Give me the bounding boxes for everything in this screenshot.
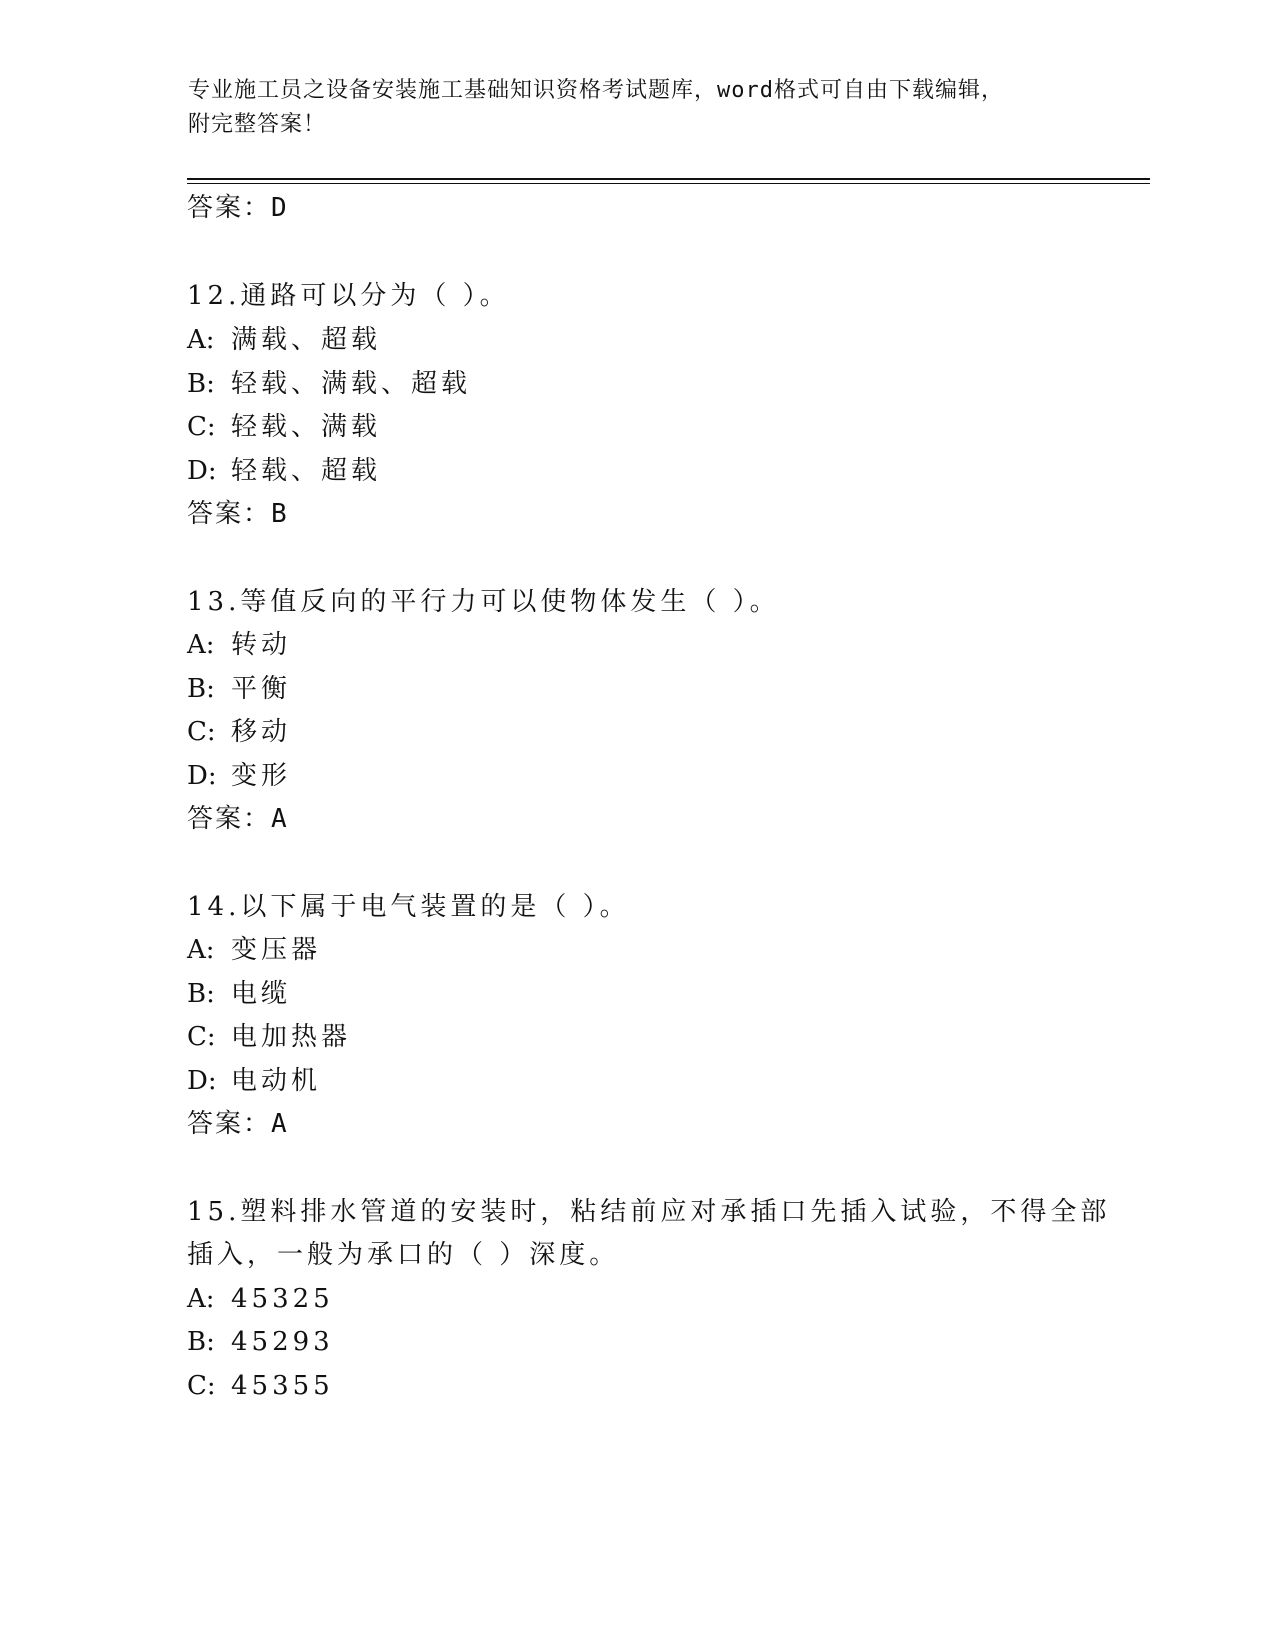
- question-14: 14.以下属于电气装置的是（ ）。: [187, 892, 630, 922]
- option-12-c: [187, 407, 381, 447]
- question-15-line-1: 15.塑料排水管道的安装时，粘结前应对承插口先插入试验，不得全部: [187, 1197, 1111, 1227]
- question-15-line-2: 插入，一般为承口的（ ）深度。: [187, 1240, 620, 1270]
- option-text: 轻载、满载、超载: [231, 369, 472, 399]
- option-14-b: [187, 974, 291, 1014]
- question-13: 13.等值反向的平行力可以使物体发生（ ）。: [187, 587, 780, 617]
- option-13-a: [187, 625, 291, 665]
- answer-letter: A: [271, 1109, 289, 1139]
- option-key: D:: [187, 1066, 217, 1096]
- answer-letter: B: [271, 499, 289, 529]
- option-key: B:: [187, 979, 215, 1009]
- option-12-a: [187, 320, 381, 360]
- option-key: C:: [187, 412, 216, 442]
- option-text: 变形: [231, 761, 292, 791]
- option-text: 45355: [231, 1371, 334, 1401]
- option-13-d: [187, 756, 291, 796]
- option-key: A:: [187, 1284, 215, 1314]
- answer-12: [187, 494, 289, 534]
- option-13-c: [187, 712, 291, 752]
- option-12-d: [187, 451, 381, 491]
- option-text: 电缆: [231, 979, 292, 1009]
- option-text: 电动机: [231, 1066, 322, 1096]
- header-title-line-1: 专业施工员之设备安装施工基础知识资格考试题库，word格式可自由下载编辑，: [188, 78, 1004, 103]
- option-text: 平衡: [231, 674, 292, 704]
- question-12: 12.通路可以分为（ ）。: [187, 281, 510, 311]
- option-text: 45325: [231, 1284, 334, 1314]
- option-15-c: [187, 1366, 334, 1406]
- option-15-b: [187, 1322, 334, 1362]
- option-text: 电加热器: [231, 1022, 352, 1052]
- option-12-b: [187, 364, 471, 404]
- option-text: 变压器: [231, 935, 322, 965]
- answer-label: 答案：: [187, 1109, 272, 1139]
- option-key: D:: [187, 761, 217, 791]
- option-key: B:: [187, 674, 215, 704]
- option-text: 45293: [231, 1327, 334, 1357]
- answer-label: 答案：: [187, 499, 272, 529]
- answer-letter: D: [271, 193, 289, 223]
- option-key: C:: [187, 717, 216, 747]
- header-divider-thick: [187, 178, 1150, 180]
- document-header: [188, 74, 1088, 142]
- header-divider-thin: [187, 183, 1150, 184]
- option-text: 满载、超载: [231, 325, 382, 355]
- option-key: A:: [187, 325, 215, 355]
- answer-13: [187, 799, 289, 839]
- answer-label: 答案：: [187, 804, 272, 834]
- option-15-a: [187, 1279, 334, 1319]
- option-13-b: [187, 669, 291, 709]
- option-text: 轻载、满载: [231, 412, 382, 442]
- option-key: A:: [187, 935, 215, 965]
- answer-letter: A: [271, 804, 289, 834]
- option-14-d: [187, 1061, 321, 1101]
- option-14-a: [187, 930, 321, 970]
- answer-11: [187, 188, 289, 228]
- option-key: C:: [187, 1022, 216, 1052]
- option-key: B:: [187, 1327, 215, 1357]
- option-key: A:: [187, 630, 215, 660]
- answer-14: [187, 1104, 289, 1144]
- answer-label: 答案：: [187, 193, 272, 223]
- option-14-c: [187, 1017, 351, 1057]
- option-key: B:: [187, 369, 215, 399]
- option-key: D:: [187, 456, 217, 486]
- option-text: 轻载、超载: [231, 456, 382, 486]
- option-key: C:: [187, 1371, 216, 1401]
- option-text: 转动: [231, 630, 292, 660]
- option-text: 移动: [231, 717, 292, 747]
- header-title-line-2: 附完整答案！: [188, 112, 327, 137]
